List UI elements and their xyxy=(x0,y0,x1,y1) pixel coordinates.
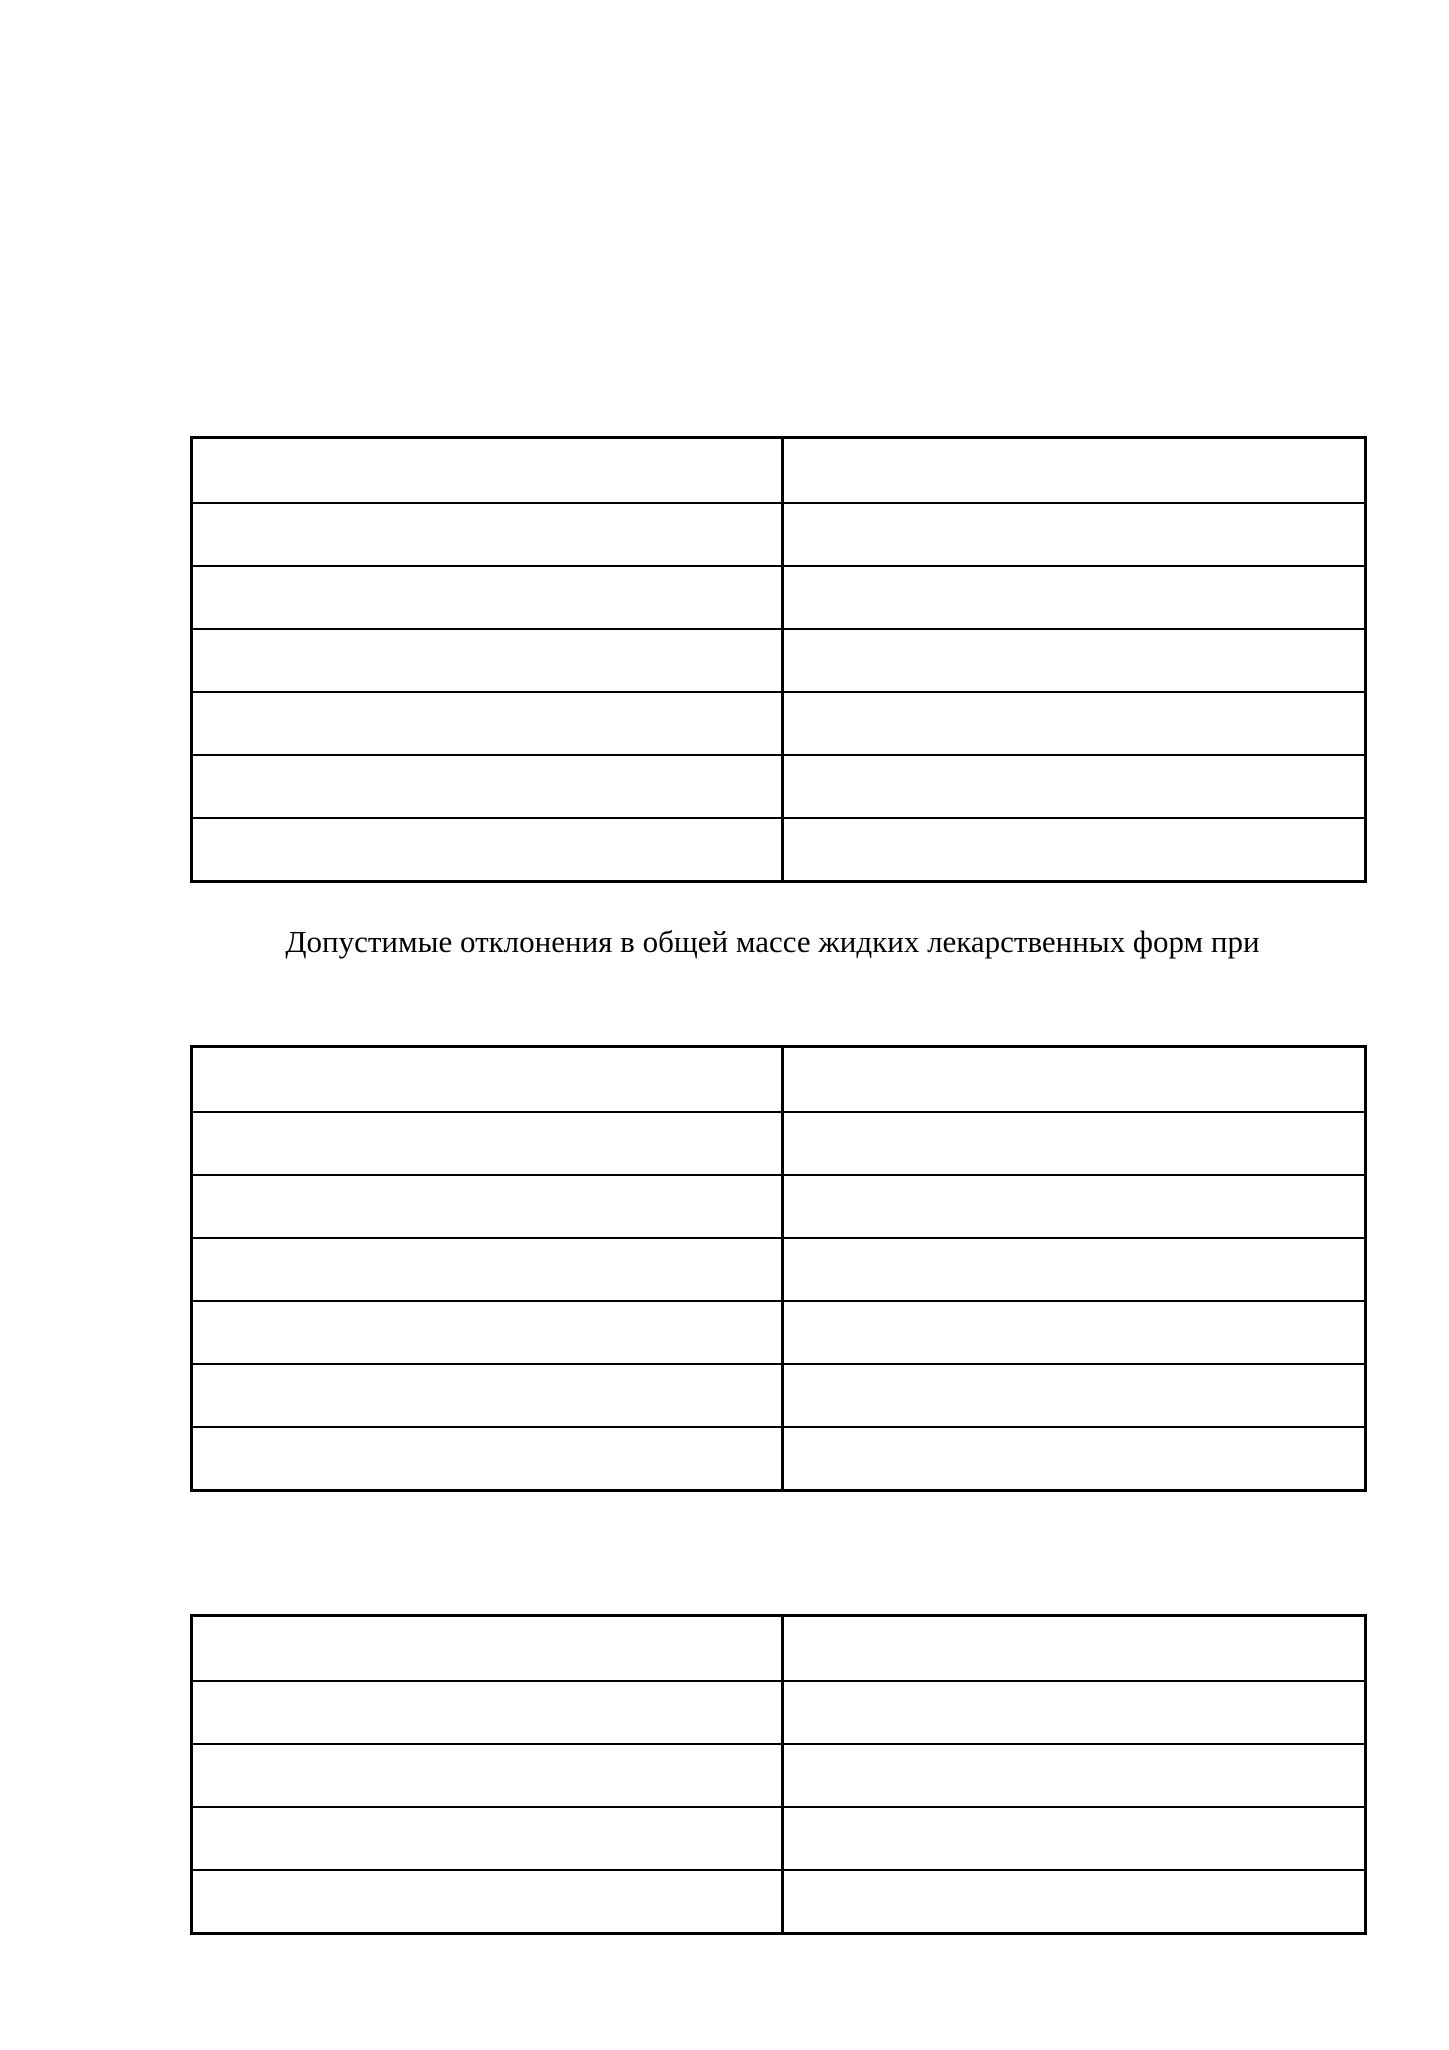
table-row xyxy=(192,1807,1366,1870)
table-cell xyxy=(783,1681,1366,1744)
table-cell xyxy=(192,1616,783,1682)
table-cell xyxy=(783,1112,1366,1175)
table-cell xyxy=(192,1301,783,1364)
table-cell xyxy=(783,503,1366,566)
table-cell xyxy=(783,1616,1366,1682)
table-cell xyxy=(783,629,1366,692)
table-row xyxy=(192,1364,1366,1427)
table-row xyxy=(192,1238,1366,1301)
table-cell xyxy=(783,1301,1366,1364)
table-cell xyxy=(192,692,783,755)
table-row xyxy=(192,1744,1366,1807)
table-row xyxy=(192,566,1366,629)
table-row xyxy=(192,1427,1366,1491)
table-cell xyxy=(783,1047,1366,1113)
table-cell xyxy=(783,566,1366,629)
table-row xyxy=(192,503,1366,566)
table-cell xyxy=(783,1364,1366,1427)
table-cell xyxy=(192,1870,783,1934)
table-row xyxy=(192,1870,1366,1934)
table-cell xyxy=(192,1364,783,1427)
table-cell xyxy=(192,1112,783,1175)
table-row xyxy=(192,629,1366,692)
table-cell xyxy=(192,503,783,566)
table-row xyxy=(192,438,1366,504)
table-cell xyxy=(783,1870,1366,1934)
table-cell xyxy=(192,1744,783,1807)
table-cell xyxy=(783,1427,1366,1491)
table-cell xyxy=(783,1175,1366,1238)
table-cell xyxy=(192,629,783,692)
table-cell xyxy=(192,438,783,504)
table-row xyxy=(192,1112,1366,1175)
table-cell xyxy=(783,818,1366,882)
table-caption: Допустимые отклонения в общей массе жидких лекарственных форм при xyxy=(285,924,1260,959)
table-row xyxy=(192,692,1366,755)
table-row xyxy=(192,1047,1366,1113)
table-cell xyxy=(192,755,783,818)
table-cell xyxy=(783,1238,1366,1301)
table-cell xyxy=(192,1175,783,1238)
table-cell xyxy=(192,818,783,882)
table-cell xyxy=(783,1744,1366,1807)
empty-table-2 xyxy=(190,1045,1367,1492)
table-row xyxy=(192,1175,1366,1238)
table-cell xyxy=(783,438,1366,504)
table-cell xyxy=(192,1681,783,1744)
table-cell xyxy=(192,1238,783,1301)
table-cell xyxy=(192,1807,783,1870)
table-row xyxy=(192,1616,1366,1682)
table-row xyxy=(192,1301,1366,1364)
table-row xyxy=(192,1681,1366,1744)
table-cell xyxy=(783,692,1366,755)
empty-table-3 xyxy=(190,1614,1367,1935)
table-cell xyxy=(783,755,1366,818)
table-cell xyxy=(783,1807,1366,1870)
empty-table-1 xyxy=(190,436,1367,883)
table-row xyxy=(192,755,1366,818)
table-cell xyxy=(192,1047,783,1113)
table-cell xyxy=(192,566,783,629)
table-cell xyxy=(192,1427,783,1491)
table-row xyxy=(192,818,1366,882)
